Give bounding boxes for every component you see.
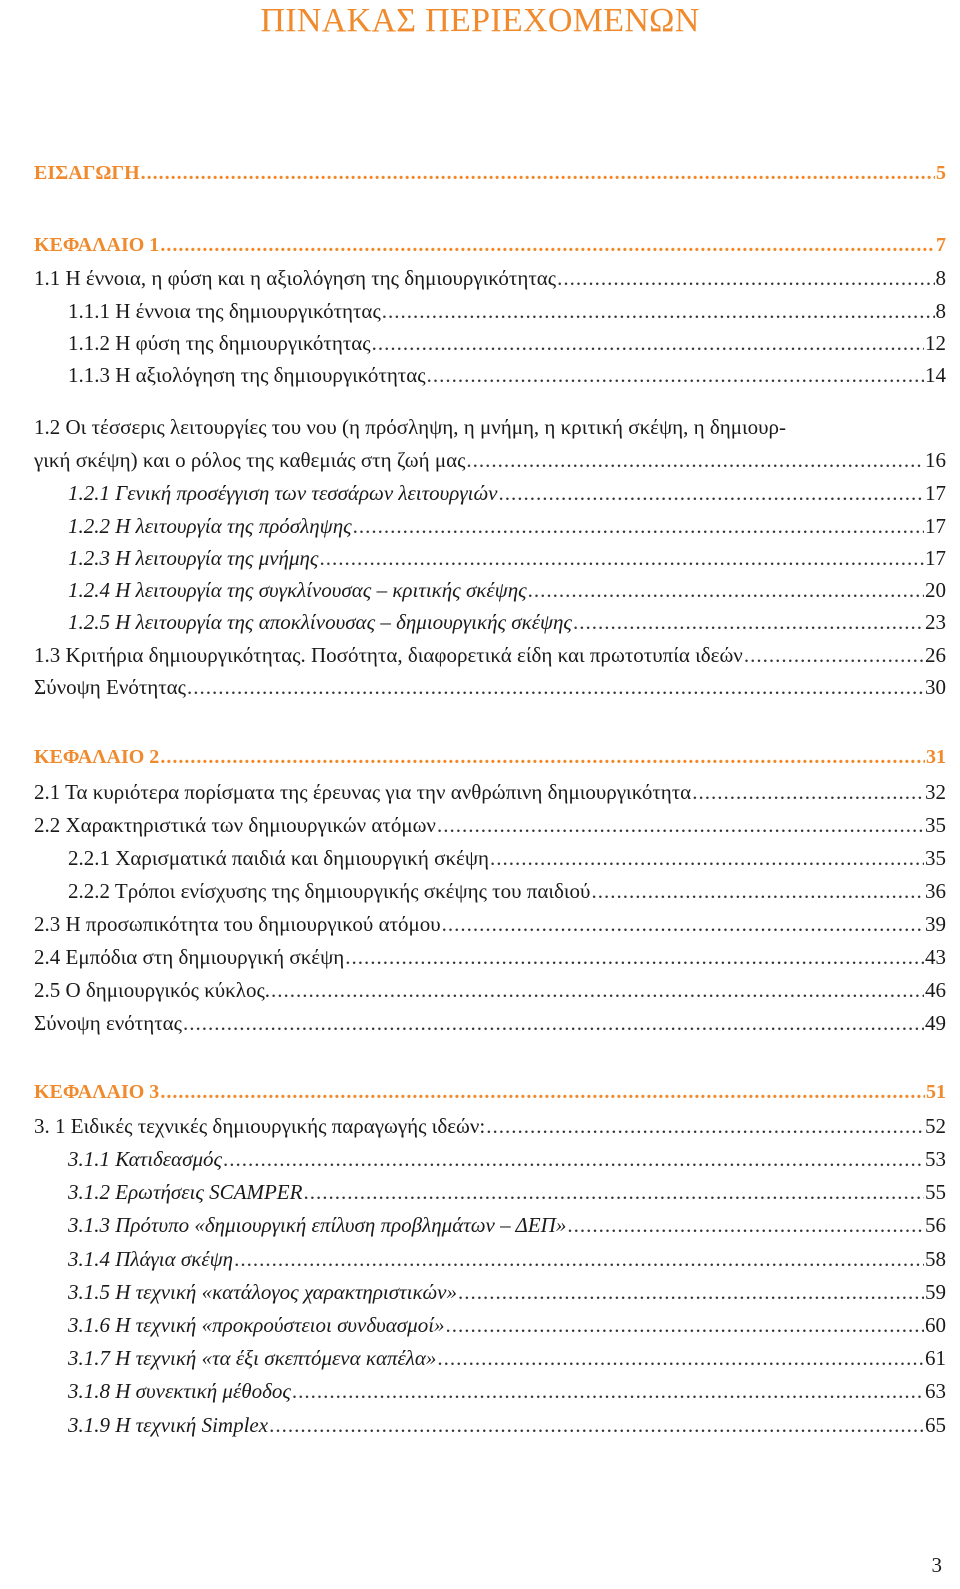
- toc-page-number: 8: [935, 266, 946, 290]
- dot-leader: [160, 229, 935, 261]
- dot-leader: [345, 941, 924, 973]
- dot-leader: [269, 1409, 924, 1441]
- toc-page-number: 31: [926, 746, 946, 768]
- toc-entry[interactable]: 1.3 Κριτήρια δημιουργικότητας. Ποσότητα, διαφορετικά είδη και πρωτοτυπία ιδεών ..... 26: [34, 639, 946, 671]
- dot-leader: [591, 875, 924, 907]
- toc-entry[interactable]: 1.2.4 Η λειτουργία της συγκλίνουσας – κριτικής σκέψης ..... 20: [68, 574, 946, 606]
- dot-leader: [187, 671, 924, 703]
- page-number: 3: [931, 1553, 942, 1577]
- toc-page-number: 32: [925, 780, 946, 804]
- dot-leader: [446, 1309, 924, 1341]
- toc-page-number: 60: [925, 1313, 946, 1337]
- toc-entry[interactable]: 3.1.7 Η τεχνική «τα έξι σκεπτόμενα καπέλα» ..... 61: [68, 1342, 946, 1374]
- toc-entry[interactable]: 1.1.3 Η αξιολόγηση της δημιουργικότητας ..... 14: [68, 359, 946, 391]
- toc-entry[interactable]: 3.1.9 Η τεχνική Simplex ..... 65: [68, 1409, 946, 1441]
- toc-entry[interactable]: 3.1.8 Η συνεκτική μέθοδος ..... 63: [68, 1375, 946, 1407]
- dot-leader: [319, 542, 924, 574]
- toc-entry[interactable]: 1.2 Οι τέσσερις λειτουργίες του νου (η πρόσληψη, η μνήμη, η κριτική σκέψη, η δημιουρ-: [34, 415, 787, 439]
- dot-leader: [292, 1375, 924, 1407]
- toc-entry[interactable]: 3. 1 Ειδικές τεχνικές δημιουργικής παραγωγής ιδεών: ..... 52: [34, 1110, 946, 1142]
- dot-leader: [458, 1276, 924, 1308]
- toc-entry-chapter-3[interactable]: ΚΕΦΑΛΑΙΟ 3 ..... 51: [34, 1076, 946, 1108]
- toc-page-number: 23: [925, 610, 946, 634]
- toc-entry[interactable]: 2.3 Η προσωπικότητα του δημιουργικού ατόμου ..... 39: [34, 908, 946, 940]
- toc-page-number: 8: [935, 299, 946, 323]
- toc-entry[interactable]: 3.1.6 Η τεχνική «προκρούστειοι συνδυασμοί» ..... 60: [68, 1309, 946, 1341]
- dot-leader: [183, 1007, 924, 1039]
- toc-page-number: 39: [925, 912, 946, 936]
- toc-page-number: 63: [925, 1379, 946, 1403]
- dot-leader: [567, 1209, 924, 1241]
- dot-leader: [486, 1110, 924, 1142]
- dot-leader: [528, 574, 924, 606]
- toc-entry[interactable]: Σύνοψη ενότητας ..... 49: [34, 1007, 946, 1039]
- toc-entry-chapter-2[interactable]: ΚΕΦΑΛΑΙΟ 2 ..... 31: [34, 741, 946, 773]
- toc-page-number: 43: [925, 945, 946, 969]
- toc-page-number: 55: [925, 1180, 946, 1204]
- toc-page-number: 53: [925, 1147, 946, 1171]
- toc-entry[interactable]: 1.1.1 Η έννοια της δημιουργικότητας ..... 8: [68, 295, 946, 327]
- toc-entry[interactable]: 2.5 Ο δημιουργικός κύκλος. ..... 46: [34, 974, 946, 1006]
- toc-page-number: 17: [925, 546, 946, 570]
- toc-entry[interactable]: 2.2.1 Χαρισματικά παιδιά και δημιουργική σκέψη ..... 35: [68, 842, 946, 874]
- toc-page-number: 35: [925, 846, 946, 870]
- toc-page-number: 59: [925, 1280, 946, 1304]
- dot-leader: [573, 606, 924, 638]
- toc-entry[interactable]: 2.4 Εμπόδια στη δημιουργική σκέψη ..... 43: [34, 941, 946, 973]
- dot-leader: [692, 776, 924, 808]
- toc-page-number: 17: [925, 481, 946, 505]
- toc-page-number: 49: [925, 1011, 946, 1035]
- toc-entry[interactable]: Σύνοψη Ενότητας ..... 30: [34, 671, 946, 703]
- dot-leader: [160, 741, 925, 773]
- toc-entry[interactable]: 1.2.3 Η λειτουργία της μνήμης ..... 17: [68, 542, 946, 574]
- dot-leader: [382, 295, 935, 327]
- dot-leader: [234, 1243, 924, 1275]
- toc-page-number: 16: [925, 448, 946, 472]
- toc-page-number: 58: [925, 1247, 946, 1271]
- toc-page-number: 12: [925, 331, 946, 355]
- toc-page-number: 52: [925, 1114, 946, 1138]
- toc-entry[interactable]: 1.1 Η έννοια, η φύση και η αξιολόγηση της δημιουργικότητας ..... 8: [34, 262, 946, 294]
- dot-leader: [223, 1143, 924, 1175]
- toc-page-number: 35: [925, 813, 946, 837]
- toc-entry[interactable]: 2.1 Τα κυριότερα πορίσματα της έρευνας για την ανθρώπινη δημιουργικότητα ..... 32: [34, 776, 946, 808]
- dot-leader: [557, 262, 934, 294]
- toc-page-number: 46: [925, 978, 946, 1002]
- toc-entry[interactable]: 3.1.2 Ερωτήσεις SCAMPER ..... 55: [68, 1176, 946, 1208]
- dot-leader: [437, 809, 924, 841]
- page-title: ΠΙΝΑΚΑΣ ΠΕΡΙΕΧΟΜΕΝΩΝ: [260, 2, 700, 39]
- toc-page-number: 17: [925, 514, 946, 538]
- toc-entry-chapter-1[interactable]: ΚΕΦΑΛΑΙΟ 1 ..... 7: [34, 229, 946, 261]
- toc-entry[interactable]: γική σκέψη) και ο ρόλος της καθεμιάς στη ζωή μας ..... 16: [34, 444, 946, 476]
- dot-leader: [271, 974, 924, 1006]
- dot-leader: [490, 842, 924, 874]
- toc-entry[interactable]: 1.2.5 Η λειτουργία της αποκλίνουσας – δημιουργικής σκέψης ..... 23: [68, 606, 946, 638]
- toc-entry[interactable]: 3.1.1 Κατιδεασμός ..... 53: [68, 1143, 946, 1175]
- toc-entry[interactable]: 2.2.2 Τρόποι ενίσχυσης της δημιουργικής σκέψης του παιδιού ..... 36: [68, 875, 946, 907]
- dot-leader: [498, 477, 924, 509]
- toc-entry[interactable]: 3.1.4 Πλάγια σκέψη ..... 58: [68, 1243, 946, 1275]
- toc-entry[interactable]: 1.2.1 Γενική προσέγγιση των τεσσάρων λειτουργιών ..... 17: [68, 477, 946, 509]
- toc-page-number: 5: [936, 162, 946, 184]
- toc-entry[interactable]: 2.2 Χαρακτηριστικά των δημιουργικών ατόμων ..... 35: [34, 809, 946, 841]
- dot-leader: [442, 908, 924, 940]
- dot-leader: [744, 639, 924, 671]
- toc-page-number: 51: [926, 1081, 946, 1103]
- toc-page-number: 65: [925, 1413, 946, 1437]
- dot-leader: [353, 510, 924, 542]
- dot-leader: [141, 157, 935, 189]
- toc-entry[interactable]: 1.2.2 Η λειτουργία της πρόσληψης ..... 17: [68, 510, 946, 542]
- dot-leader: [466, 444, 924, 476]
- toc-entry[interactable]: 1.1.2 Η φύση της δημιουργικότητας ..... 12: [68, 327, 946, 359]
- toc-entry[interactable]: 3.1.3 Πρότυπο «δημιουργική επίλυση προβλημάτων – ΔΕΠ» ..... 56: [68, 1209, 946, 1241]
- dot-leader: [372, 327, 924, 359]
- toc-entry[interactable]: 3.1.5 Η τεχνική «κατάλογος χαρακτηριστικών» ..... 59: [68, 1276, 946, 1308]
- toc-page-number: 30: [925, 675, 946, 699]
- dot-leader: [437, 1342, 924, 1374]
- toc-page-number: 56: [925, 1213, 946, 1237]
- toc-page-number: 14: [925, 363, 946, 387]
- toc-page-number: 20: [925, 578, 946, 602]
- dot-leader: [160, 1076, 925, 1108]
- toc-page-number: 61: [925, 1346, 946, 1370]
- toc-page-number: 26: [925, 643, 946, 667]
- toc-page-number: 36: [925, 879, 946, 903]
- toc-page-number: 7: [936, 234, 946, 256]
- toc-entry-introduction[interactable]: ΕΙΣΑΓΩΓΗ ..... 5: [34, 157, 946, 189]
- dot-leader: [427, 359, 924, 391]
- dot-leader: [303, 1176, 924, 1208]
